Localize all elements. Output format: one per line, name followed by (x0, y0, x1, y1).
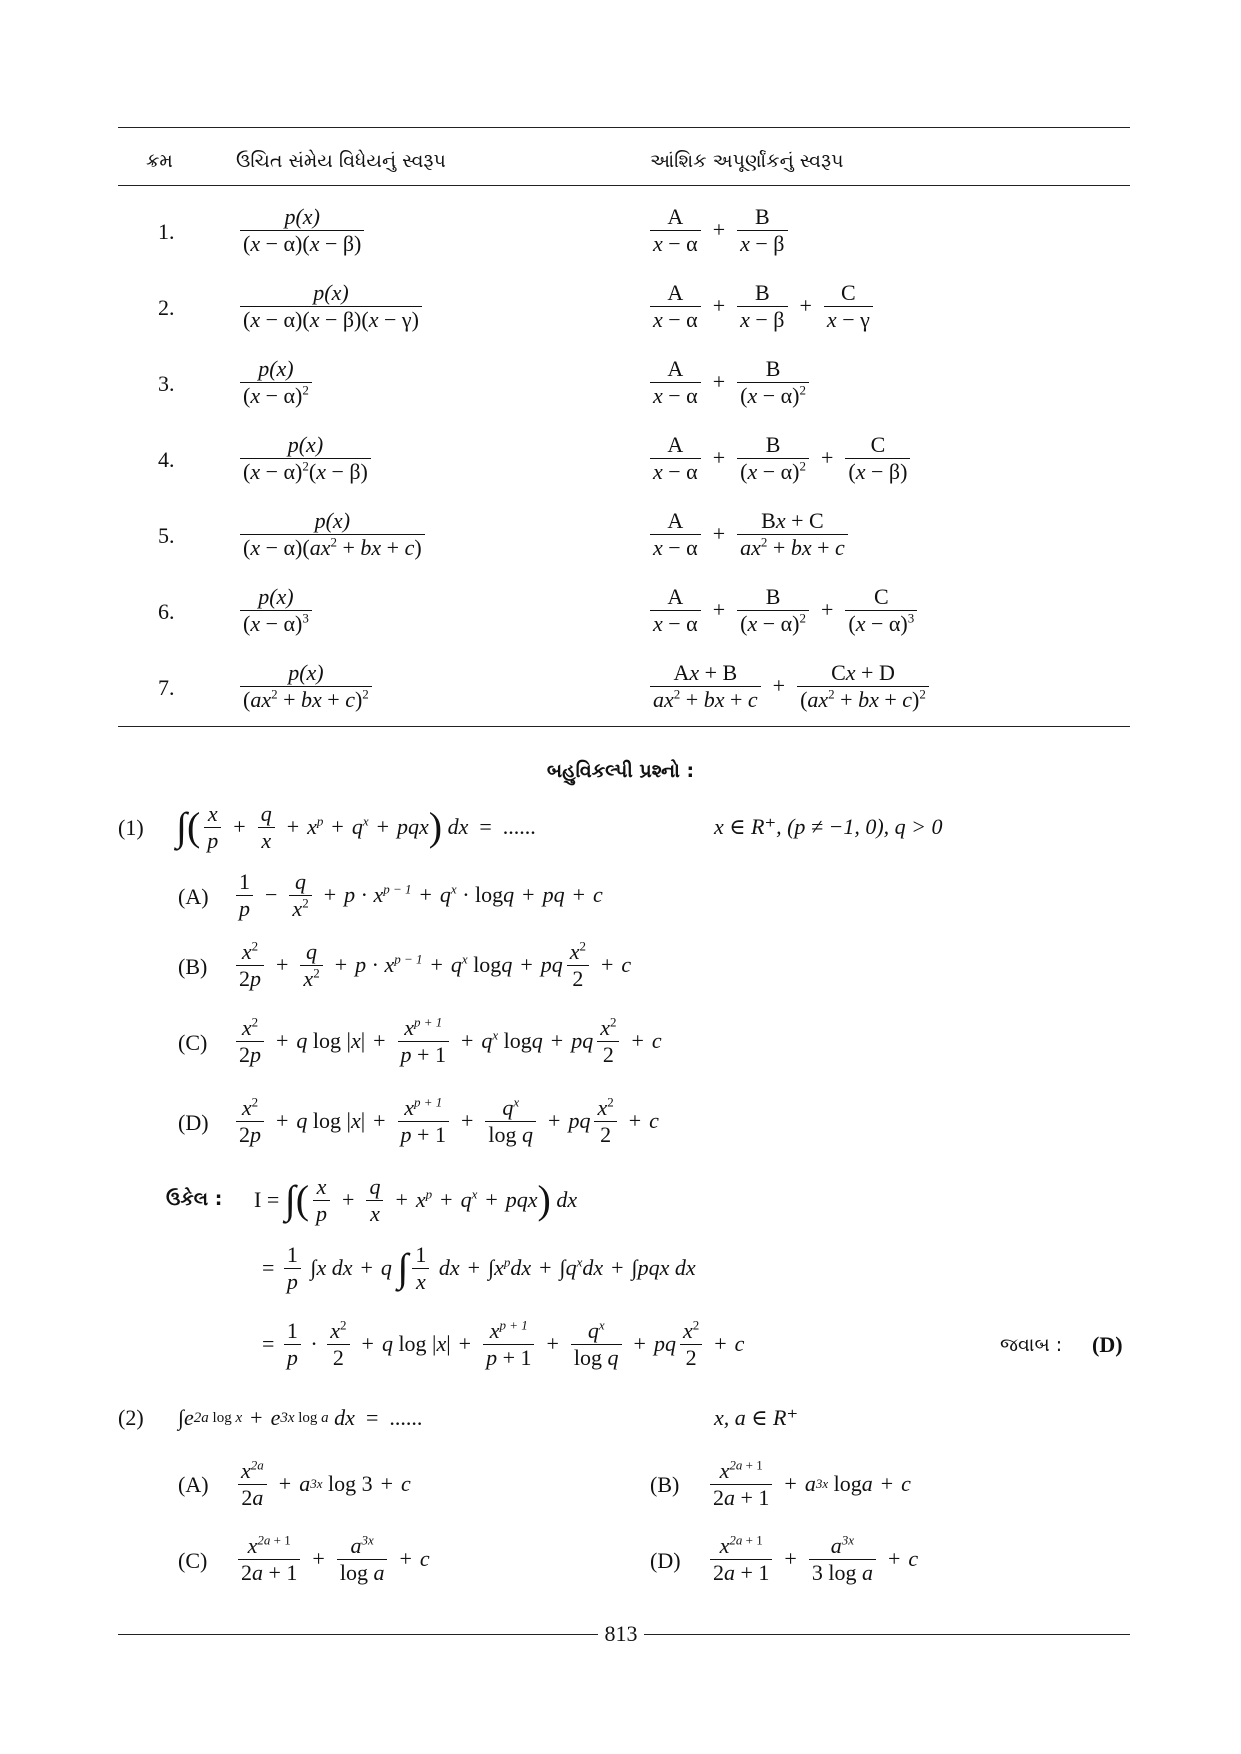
option-d-expression: $\frac{x^2}{2p}$ + q log | x | + $\frac{x^{p + 1}}{p + 1}$ + $\frac{q^x}{\text{log q}}$ + pq $\frac{x^2}{2}$ + c (232, 1090, 659, 1152)
answer-label: જવાબ : (1000, 1334, 1063, 1356)
question-2-condition: x, a ∈ R⁺ (714, 1405, 799, 1430)
solution-label: ઉકેલ : (166, 1188, 223, 1210)
table-top-rule (118, 127, 1130, 128)
rational-function-2: $\frac{p(x)}{(x - \alpha)(x - \beta)(x - \gamma)}$ (236, 276, 426, 336)
row-number: 4. (158, 447, 175, 472)
answer-value: (D) (1092, 1332, 1123, 1357)
partial-fraction-1: $\frac{A}{x - \alpha}$ + $\frac{B}{x - \beta}$ (646, 200, 792, 260)
solution-line-2: = $\frac{1}{p}$ ∫ x dx + q ∫ $\frac{1}{x}$ dx + ∫ $x^p$ dx + ∫ $q^x$ dx + ∫ pqx dx (262, 1242, 696, 1294)
option-label[interactable]: (C) (178, 1030, 208, 1055)
q2-option-a-expression: $\frac{x^{2a}}{2a}$ + a 3x log 3 + c (234, 1453, 411, 1515)
rational-function-6: $\frac{p(x)}{(x - \alpha)^3}$ (236, 580, 316, 640)
row-number: 6. (158, 599, 175, 624)
row-number: 5. (158, 523, 175, 548)
q2-option-c-expression: $\frac{x^{2a + 1}}{2a + 1}$ + $\frac{a^{3x}}{\text{log a}}$ + c (234, 1528, 430, 1590)
col-header-function: ઉચિત સંમેય વિધેયનું સ્વરૂપ (236, 150, 446, 172)
solution-line-3: = $\frac{1}{p}$ · $\frac{x^2}{2}$ + q log | x | + $\frac{x^{p + 1}}{p + 1}$ + $\frac{q^x}{\text{log q}}$ + pq $\frac{x^2}{2}$ + c (262, 1317, 745, 1370)
row-number: 3. (158, 371, 175, 396)
question-number: (2) (118, 1405, 144, 1430)
question-1-condition: x ∈ R⁺, (p ≠ −1, 0), q > 0 (714, 814, 943, 839)
option-label[interactable]: (C) (178, 1548, 208, 1573)
partial-fraction-4: $\frac{A}{x - \alpha}$ + $\frac{B}{(x - \alpha)^2}$ + $\frac{C}{(x - \beta)}$ (646, 428, 914, 488)
option-label[interactable]: (B) (650, 1472, 680, 1497)
row-number: 1. (158, 219, 175, 244)
table-header-rule (118, 185, 1130, 186)
partial-fraction-6: $\frac{A}{x - \alpha}$ + $\frac{B}{(x - \alpha)^2}$ + $\frac{C}{(x - \alpha)^3}$ (646, 580, 921, 640)
rational-function-3: $\frac{p(x)}{(x - \alpha)^2}$ (236, 352, 316, 412)
q2-option-b-expression: $\frac{x^{2a + 1}}{2a + 1}$ + a 3x log a + c (706, 1453, 911, 1515)
rational-function-4: $\frac{p(x)}{(x - \alpha)^2(x - \beta)}$ (236, 428, 375, 488)
option-label[interactable]: (A) (178, 1472, 209, 1497)
row-number: 2. (158, 295, 175, 320)
q2-option-d-expression: $\frac{x^{2a + 1}}{2a + 1}$ + $\frac{a^{3x}}{\text{3 log a}}$ + c (706, 1528, 918, 1590)
option-b-expression: $\frac{x^2}{2p}$ + $\frac{q}{x^2}$ + p · $x^{p - 1}$ + $q^x$ log q + pq $\frac{x^2}{2}$ + c (232, 936, 631, 994)
partial-fraction-2: $\frac{A}{x - \alpha}$ + $\frac{B}{x - \beta}$ + $\frac{C}{x - \gamma}$ (646, 276, 877, 336)
mcq-heading: બહુવિકલ્પી પ્રશ્નો : (546, 760, 695, 782)
page-number: 813 (598, 1621, 644, 1647)
partial-fraction-5: $\frac{A}{x - \alpha}$ + $\frac{Bx + C}{ax^2 + bx + c}$ (646, 504, 852, 564)
option-a-expression: $\frac{1}{p}$ − $\frac{q}{x^2}$ + p · $x^{p - 1}$ + $q^x$ · log q + pq + c (232, 866, 603, 924)
question-1-integral: ∫ ( $\frac{x}{p}$ + $\frac{q}{x}$ + $x^p$ + $q^x$ + pqx ) dx = ...... (176, 801, 536, 853)
rational-function-1: $\frac{p(x)}{(x - \alpha)(x - \beta)}$ (236, 200, 368, 260)
rational-function-7: $\frac{p(x)}{(ax^2 + bx + c)^2}$ (236, 656, 376, 716)
partial-fraction-3: $\frac{A}{x - \alpha}$ + $\frac{B}{(x - \alpha)^2}$ (646, 352, 813, 412)
rational-function-5: $\frac{p(x)}{(x - \alpha)(ax^2 + bx + c)}$ (236, 504, 429, 564)
option-label[interactable]: (B) (178, 954, 208, 979)
table-bottom-rule (118, 726, 1130, 727)
option-label[interactable]: (A) (178, 884, 209, 909)
col-header-partial-fraction: આંશિક અપૂર્ણાંકનું સ્વરૂપ (650, 150, 844, 172)
option-c-expression: $\frac{x^2}{2p}$ + q log | x | + $\frac{x^{p + 1}}{p + 1}$ + $q^x$ log q + pq $\frac{x^2}{2}$ + c (232, 1010, 662, 1072)
solution-line-1: I = ∫ ( $\frac{x}{p}$ + $\frac{q}{x}$ + $x^p$ + $q^x$ + pqx ) dx (254, 1174, 578, 1226)
question-number: (1) (118, 815, 144, 840)
col-header-serial: ક્રમ (146, 150, 173, 172)
row-number: 7. (158, 675, 175, 700)
partial-fraction-7: $\frac{Ax + B}{ax^2 + bx + c}$ + $\frac{Cx + D}{(ax^2 + bx + c)^2}$ (646, 656, 933, 716)
option-label[interactable]: (D) (650, 1548, 681, 1573)
option-label[interactable]: (D) (178, 1110, 209, 1135)
question-2-integral: ∫ e 2a log x + e 3x log a dx = ...... (178, 1405, 423, 1430)
